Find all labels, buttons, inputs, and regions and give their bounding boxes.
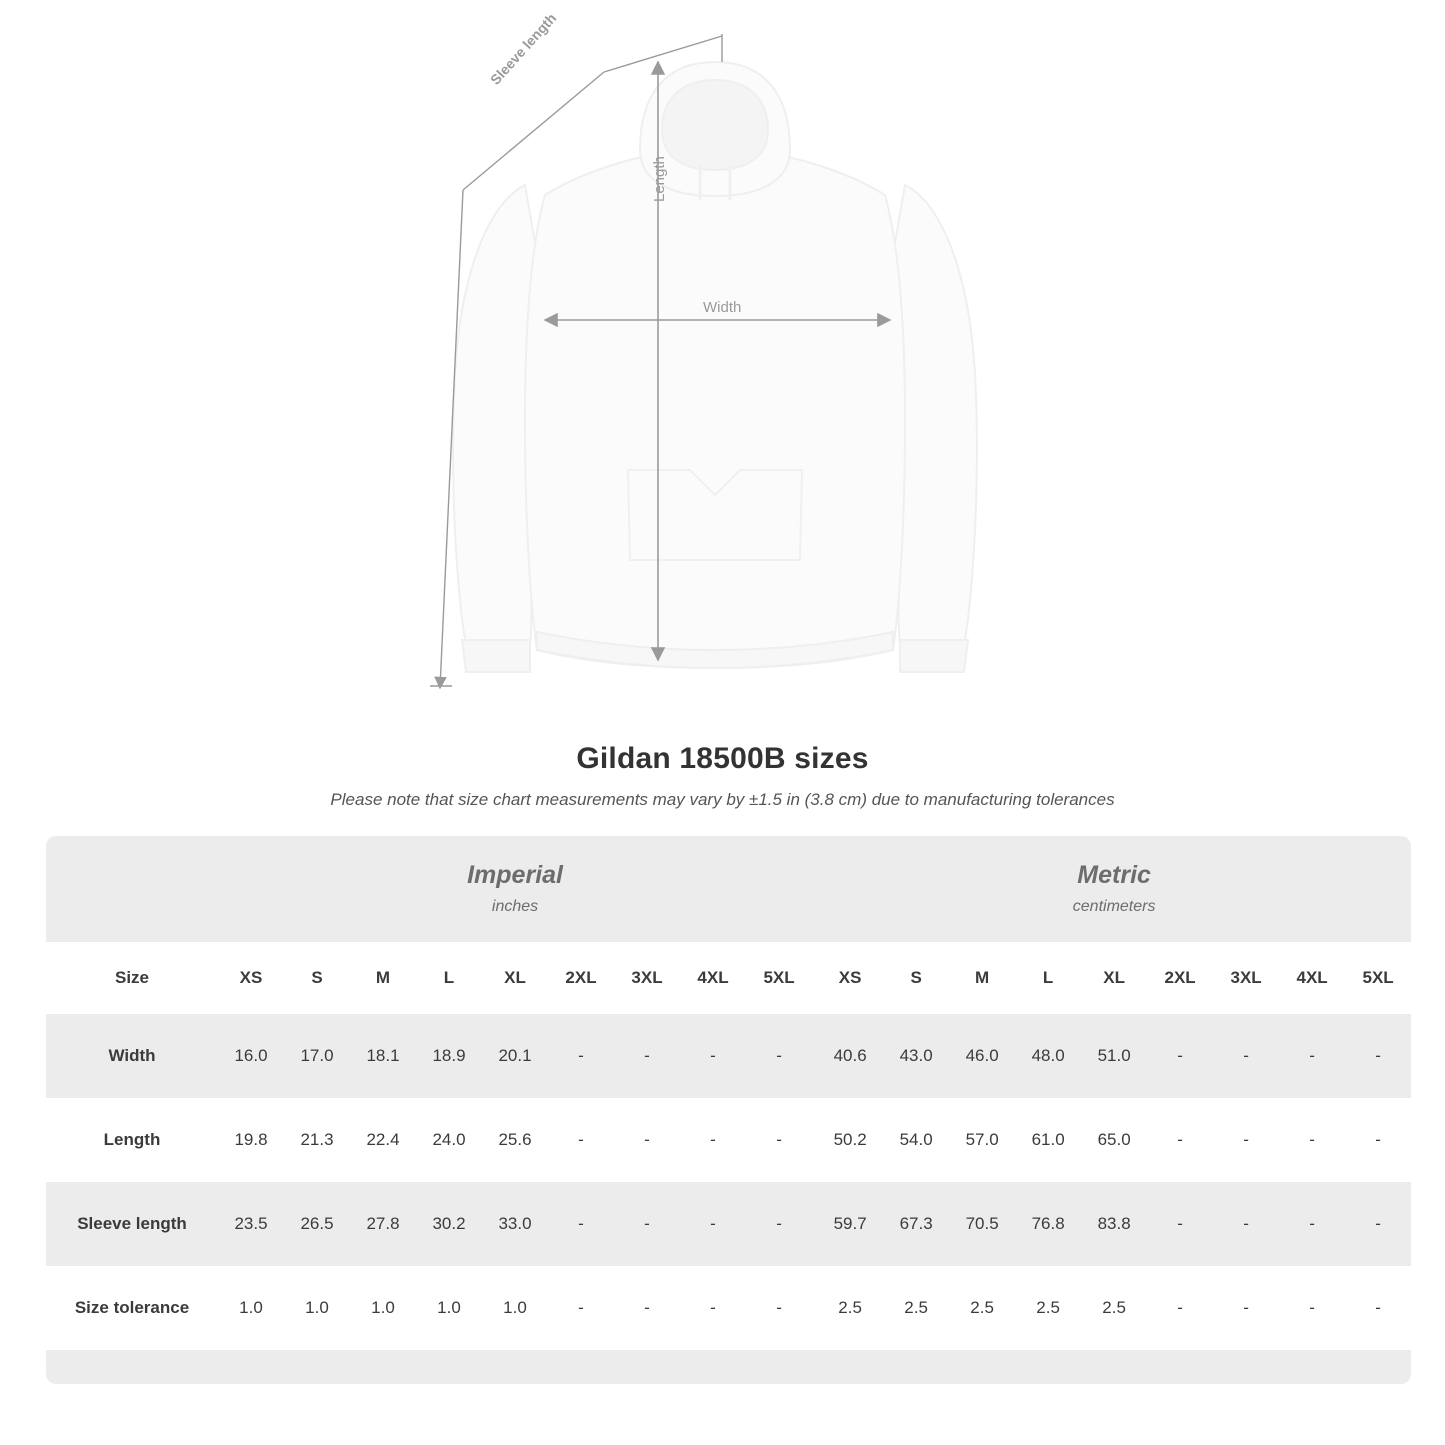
cell-sleeve-metric-s: 67.3 — [883, 1182, 949, 1266]
table-row — [46, 1014, 1411, 1098]
size-header-imperial-3xl: 3XL — [614, 942, 680, 1014]
unit-group-metric — [817, 836, 1411, 942]
chart-header — [0, 742, 1445, 810]
cell-width-imperial-2xl: - — [548, 1014, 614, 1098]
cell-width-metric-4xl: - — [1279, 1014, 1345, 1098]
size-header-metric-l: L — [1015, 942, 1081, 1014]
cell-width-imperial-xl: 20.1 — [482, 1014, 548, 1098]
cell-sleeve-metric-xl: 83.8 — [1081, 1182, 1147, 1266]
size-header-imperial-m: M — [350, 942, 416, 1014]
cell-width-imperial-s: 17.0 — [284, 1014, 350, 1098]
metric-subtitle: centimeters — [1072, 897, 1156, 915]
cell-sleeve-imperial-m: 27.8 — [350, 1182, 416, 1266]
cell-tolerance-imperial-s: 1.0 — [284, 1266, 350, 1350]
cell-length-imperial-5xl: - — [746, 1098, 812, 1182]
size-header-imperial-xs: XS — [218, 942, 284, 1014]
cell-tolerance-metric-s: 2.5 — [883, 1266, 949, 1350]
table-row — [46, 1266, 1411, 1350]
size-header-metric-2xl: 2XL — [1147, 942, 1213, 1014]
cell-length-metric-3xl: - — [1213, 1098, 1279, 1182]
cell-length-imperial-s: 21.3 — [284, 1098, 350, 1182]
size-header-imperial-l: L — [416, 942, 482, 1014]
unit-row-spacer — [46, 836, 218, 942]
size-header-row — [46, 942, 1411, 1014]
garment-illustration — [0, 0, 1445, 720]
cell-length-metric-l: 61.0 — [1015, 1098, 1081, 1182]
cell-length-imperial-l: 24.0 — [416, 1098, 482, 1182]
cell-tolerance-imperial-l: 1.0 — [416, 1266, 482, 1350]
cell-width-metric-xs: 40.6 — [817, 1014, 883, 1098]
cell-tolerance-metric-l: 2.5 — [1015, 1266, 1081, 1350]
cell-sleeve-metric-l: 76.8 — [1015, 1182, 1081, 1266]
metric-title: Metric — [1077, 861, 1151, 890]
cell-length-imperial-xl: 25.6 — [482, 1098, 548, 1182]
row-label-length: Length — [46, 1098, 218, 1182]
size-header-metric-4xl: 4XL — [1279, 942, 1345, 1014]
hoodie-drawing — [0, 0, 1445, 720]
cell-sleeve-imperial-s: 26.5 — [284, 1182, 350, 1266]
size-header-imperial-2xl: 2XL — [548, 942, 614, 1014]
cell-width-metric-l: 48.0 — [1015, 1014, 1081, 1098]
size-header-imperial-4xl: 4XL — [680, 942, 746, 1014]
cell-width-metric-s: 43.0 — [883, 1014, 949, 1098]
cell-tolerance-metric-3xl: - — [1213, 1266, 1279, 1350]
cell-sleeve-metric-m: 70.5 — [949, 1182, 1015, 1266]
cell-sleeve-metric-3xl: - — [1213, 1182, 1279, 1266]
cell-sleeve-metric-5xl: - — [1345, 1182, 1411, 1266]
cell-tolerance-imperial-4xl: - — [680, 1266, 746, 1350]
cell-sleeve-imperial-2xl: - — [548, 1182, 614, 1266]
cell-length-metric-4xl: - — [1279, 1098, 1345, 1182]
footer-cell — [46, 1350, 218, 1384]
cell-width-metric-5xl: - — [1345, 1014, 1411, 1098]
cell-tolerance-imperial-3xl: - — [614, 1266, 680, 1350]
cell-length-metric-2xl: - — [1147, 1098, 1213, 1182]
cell-width-metric-xl: 51.0 — [1081, 1014, 1147, 1098]
cell-length-metric-xl: 65.0 — [1081, 1098, 1147, 1182]
size-header-metric-s: S — [883, 942, 949, 1014]
cell-length-imperial-4xl: - — [680, 1098, 746, 1182]
cell-sleeve-imperial-5xl: - — [746, 1182, 812, 1266]
tolerance-note: Please note that size chart measurements may vary by ±1.5 in (3.8 cm) due to manufacturing tolerances — [330, 790, 1115, 809]
cell-tolerance-metric-m: 2.5 — [949, 1266, 1015, 1350]
cell-tolerance-metric-5xl: - — [1345, 1266, 1411, 1350]
cell-sleeve-imperial-xs: 23.5 — [218, 1182, 284, 1266]
cell-tolerance-imperial-2xl: - — [548, 1266, 614, 1350]
table-footer-band — [46, 1350, 1411, 1384]
cell-tolerance-metric-xl: 2.5 — [1081, 1266, 1147, 1350]
cell-sleeve-metric-2xl: - — [1147, 1182, 1213, 1266]
table-row — [46, 1098, 1411, 1182]
cell-width-imperial-3xl: - — [614, 1014, 680, 1098]
imperial-title: Imperial — [467, 861, 563, 890]
row-label-width: Width — [46, 1014, 218, 1098]
cell-length-imperial-2xl: - — [548, 1098, 614, 1182]
cell-length-metric-xs: 50.2 — [817, 1098, 883, 1182]
cell-length-metric-s: 54.0 — [883, 1098, 949, 1182]
cell-length-imperial-xs: 19.8 — [218, 1098, 284, 1182]
footer-cell — [218, 1350, 812, 1384]
cell-tolerance-imperial-m: 1.0 — [350, 1266, 416, 1350]
cell-sleeve-imperial-xl: 33.0 — [482, 1182, 548, 1266]
imperial-subtitle: inches — [491, 897, 539, 915]
unit-group-imperial — [218, 836, 812, 942]
size-header-metric-xs: XS — [817, 942, 883, 1014]
page-title: Gildan 18500B sizes — [576, 742, 869, 775]
cell-width-metric-m: 46.0 — [949, 1014, 1015, 1098]
cell-length-metric-5xl: - — [1345, 1098, 1411, 1182]
cell-sleeve-imperial-l: 30.2 — [416, 1182, 482, 1266]
row-label-size-tolerance: Size tolerance — [46, 1266, 218, 1350]
width-dimension-label: Width — [703, 299, 742, 316]
cell-tolerance-imperial-5xl: - — [746, 1266, 812, 1350]
cell-sleeve-imperial-3xl: - — [614, 1182, 680, 1266]
size-header-metric-xl: XL — [1081, 942, 1147, 1014]
cell-width-imperial-xs: 16.0 — [218, 1014, 284, 1098]
size-table — [46, 836, 1411, 1384]
cell-sleeve-imperial-4xl: - — [680, 1182, 746, 1266]
cell-width-imperial-l: 18.9 — [416, 1014, 482, 1098]
size-header-metric-m: M — [949, 942, 1015, 1014]
unit-group-row — [46, 836, 1411, 942]
size-header-imperial-5xl: 5XL — [746, 942, 812, 1014]
cell-tolerance-imperial-xl: 1.0 — [482, 1266, 548, 1350]
size-header-imperial-xl: XL — [482, 942, 548, 1014]
cell-sleeve-metric-4xl: - — [1279, 1182, 1345, 1266]
cell-tolerance-metric-4xl: - — [1279, 1266, 1345, 1350]
cell-width-imperial-5xl: - — [746, 1014, 812, 1098]
cell-width-metric-2xl: - — [1147, 1014, 1213, 1098]
size-table-wrapper — [46, 836, 1399, 1384]
sleeve-length-dimension-label: Sleeve length — [487, 9, 560, 88]
size-header-imperial-s: S — [284, 942, 350, 1014]
cell-length-metric-m: 57.0 — [949, 1098, 1015, 1182]
size-header-label: Size — [46, 942, 218, 1014]
cell-tolerance-metric-xs: 2.5 — [817, 1266, 883, 1350]
cell-width-imperial-m: 18.1 — [350, 1014, 416, 1098]
cell-length-imperial-3xl: - — [614, 1098, 680, 1182]
row-label-sleeve-length: Sleeve length — [46, 1182, 218, 1266]
size-header-metric-5xl: 5XL — [1345, 942, 1411, 1014]
cell-tolerance-imperial-xs: 1.0 — [218, 1266, 284, 1350]
cell-tolerance-metric-2xl: - — [1147, 1266, 1213, 1350]
cell-width-metric-3xl: - — [1213, 1014, 1279, 1098]
cell-length-imperial-m: 22.4 — [350, 1098, 416, 1182]
length-dimension-label: Length — [651, 156, 668, 202]
table-row — [46, 1182, 1411, 1266]
size-header-metric-3xl: 3XL — [1213, 942, 1279, 1014]
cell-width-imperial-4xl: - — [680, 1014, 746, 1098]
cell-sleeve-metric-xs: 59.7 — [817, 1182, 883, 1266]
footer-cell — [817, 1350, 1411, 1384]
